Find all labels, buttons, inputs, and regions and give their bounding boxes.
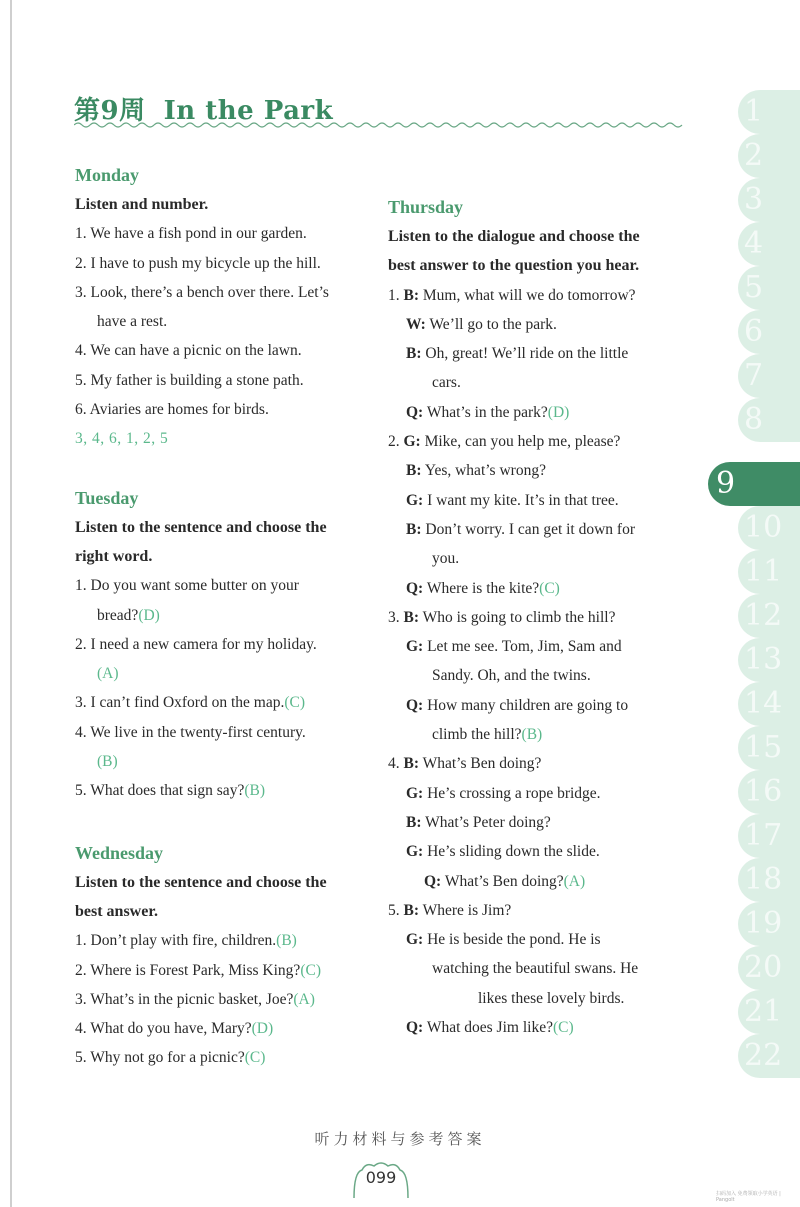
monday-heading: Monday (75, 165, 140, 185)
page-number: 099 (365, 1168, 397, 1187)
answer-choice: (B) (97, 753, 118, 771)
week-tab-2[interactable]: 2 (738, 134, 800, 178)
answer-choice: (C) (244, 1049, 266, 1067)
week-tabs (716, 90, 800, 1090)
list-item: 3. Look, there’s a bench over there. Let’s (75, 283, 329, 301)
dialogue-line: B: Oh, great! We’ll ride on the little (406, 345, 629, 363)
dialogue-question-continuation: climb the hill?(B) (432, 726, 543, 744)
dialogue-line: 5. B: Where is Jim? (388, 901, 512, 919)
wednesday-heading: Wednesday (75, 842, 164, 863)
thursday-heading: Thursday (388, 197, 464, 217)
dialogue-question: Q: What’s in the park?(D) (406, 403, 570, 421)
answer-choice: (C) (300, 961, 321, 979)
list-item: 5. Why not go for a picnic?(C) (75, 1049, 266, 1067)
week-tab-4[interactable]: 4 (738, 222, 800, 266)
dialogue-line: G: Let me see. Tom, Jim, Sam and (406, 638, 622, 656)
monday-instruction: Listen and number. (75, 196, 209, 213)
thursday-instruction-2: best answer to the question you hear. (388, 257, 640, 275)
list-item: 2. I need a new camera for my holiday. (75, 635, 317, 653)
dialogue-line: W: We’ll go to the park. (406, 315, 557, 333)
dialogue-line: 1. B: Mum, what will we do tomorrow? (388, 286, 636, 304)
list-item: 3. What’s in the picnic basket, Joe?(A) (75, 990, 315, 1008)
list-item: 5. My father is building a stone path. (75, 371, 304, 389)
wednesday-instruction-2: best answer. (75, 902, 158, 920)
answer-choice: (C) (552, 1019, 574, 1037)
week-tab-16[interactable]: 16 (738, 770, 800, 814)
list-item: 2. Where is Forest Park, Miss King?(C) (75, 961, 321, 979)
monday-answer: 3, 4, 6, 1, 2, 5 (75, 430, 169, 448)
answer-choice: (A) (97, 665, 119, 683)
week-tab-19[interactable]: 19 (738, 902, 800, 946)
list-item-continuation: bread?(D) (97, 606, 160, 624)
week-tab-11[interactable]: 11 (738, 550, 800, 594)
answer-choice: (B) (276, 932, 297, 950)
answer-choice: (B) (521, 726, 543, 744)
week-tab-3[interactable]: 3 (738, 178, 800, 222)
dialogue-line-continuation: you. (432, 550, 460, 568)
answer-choice: (C) (539, 579, 560, 597)
tuesday-instruction-2: right word. (75, 547, 153, 565)
answer-choice: (A) (293, 990, 315, 1008)
list-item: 4. What do you have, Mary?(D) (75, 1020, 274, 1038)
answer-choice: (A) (563, 872, 586, 890)
wednesday-instruction-1: Listen to the sentence and choose the (75, 873, 327, 891)
dialogue-line: B: Don’t worry. I can get it down for (406, 520, 636, 538)
list-item: 5. What does that sign say?(B) (75, 782, 265, 800)
week-tab-13[interactable]: 13 (738, 638, 800, 682)
title-wave-divider (74, 121, 684, 129)
dialogue-line: 3. B: Who is going to climb the hill? (388, 608, 616, 626)
week-tab-22[interactable]: 22 (738, 1034, 800, 1078)
dialogue-line-continuation: Sandy. Oh, and the twins. (432, 667, 591, 685)
thursday-instruction-1: Listen to the dialogue and choose the (388, 228, 640, 245)
list-item: 1. We have a fish pond in our garden. (75, 225, 307, 243)
week-tab-10[interactable]: 10 (738, 506, 800, 550)
dialogue-line: G: He is beside the pond. He is (406, 931, 601, 949)
left-column (75, 160, 375, 1073)
answer-choice: (B) (244, 782, 265, 800)
dialogue-line-continuation: likes these lovely birds. (478, 989, 625, 1007)
list-item: 1. Do you want some butter on your (75, 577, 299, 595)
week-tab-9-active[interactable]: 9 (708, 462, 800, 506)
dialogue-line: G: I want my kite. It’s in that tree. (406, 491, 619, 509)
week-tab-6[interactable]: 6 (738, 310, 800, 354)
dialogue-line: 4. B: What’s Ben doing? (388, 755, 542, 773)
week-number: 第9周 (74, 96, 146, 126)
corner-note: 扫码加入 免费领取小学英语 | Pangolt (716, 1191, 781, 1203)
week-tab-20[interactable]: 20 (738, 946, 800, 990)
dialogue-line: 2. G: Mike, can you help me, please? (388, 433, 621, 451)
dialogue-line: B: What’s Peter doing? (406, 813, 551, 831)
week-tab-12[interactable]: 12 (738, 594, 800, 638)
answer-choice: (D) (251, 1020, 274, 1038)
page-number-badge (348, 1162, 414, 1198)
dialogue-line: G: He’s crossing a rope bridge. (406, 784, 601, 802)
answer-choice: (C) (284, 694, 306, 712)
answer-choice: (D) (138, 606, 160, 624)
week-tab-17[interactable]: 17 (738, 814, 800, 858)
dialogue-line: G: He’s sliding down the slide. (406, 843, 600, 861)
list-item: 1. Don’t play with fire, children.(B) (75, 932, 297, 950)
week-tab-15[interactable]: 15 (738, 726, 800, 770)
answer-choice: (D) (547, 403, 570, 421)
dialogue-question: Q: How many children are going to (406, 696, 629, 714)
unit-topic: In the Park (163, 96, 334, 126)
footer-label: 听力材料与参考答案 (314, 1130, 486, 1148)
list-item: 6. Aviaries are homes for birds. (75, 401, 269, 419)
right-column (388, 192, 698, 1042)
page-binding-line (10, 0, 12, 1207)
week-tab-21[interactable]: 21 (738, 990, 800, 1034)
dialogue-question: Q: What does Jim like?(C) (406, 1019, 574, 1037)
week-tab-7[interactable]: 7 (738, 354, 800, 398)
week-tab-5[interactable]: 5 (738, 266, 800, 310)
week-tab-14[interactable]: 14 (738, 682, 800, 726)
list-item: 3. I can’t find Oxford on the map.(C) (75, 694, 306, 712)
tuesday-heading: Tuesday (75, 487, 139, 508)
dialogue-question: Q: Where is the kite?(C) (406, 579, 560, 597)
list-item: 2. I have to push my bicycle up the hill. (75, 254, 321, 272)
week-tab-18[interactable]: 18 (738, 858, 800, 902)
tuesday-instruction-1: Listen to the sentence and choose the (75, 518, 327, 536)
list-item: 4. We can have a picnic on the lawn. (75, 342, 302, 360)
dialogue-question: Q: What’s Ben doing?(A) (424, 872, 586, 890)
week-tab-1[interactable]: 1 (738, 90, 800, 134)
list-item-continuation: have a rest. (97, 313, 168, 331)
week-tab-8[interactable]: 8 (738, 398, 800, 442)
list-item: 4. We live in the twenty-first century. (75, 723, 306, 741)
dialogue-line: B: Yes, what’s wrong? (406, 462, 546, 480)
dialogue-line-continuation: cars. (432, 374, 461, 392)
dialogue-line-continuation: watching the beautiful swans. He (432, 960, 639, 978)
